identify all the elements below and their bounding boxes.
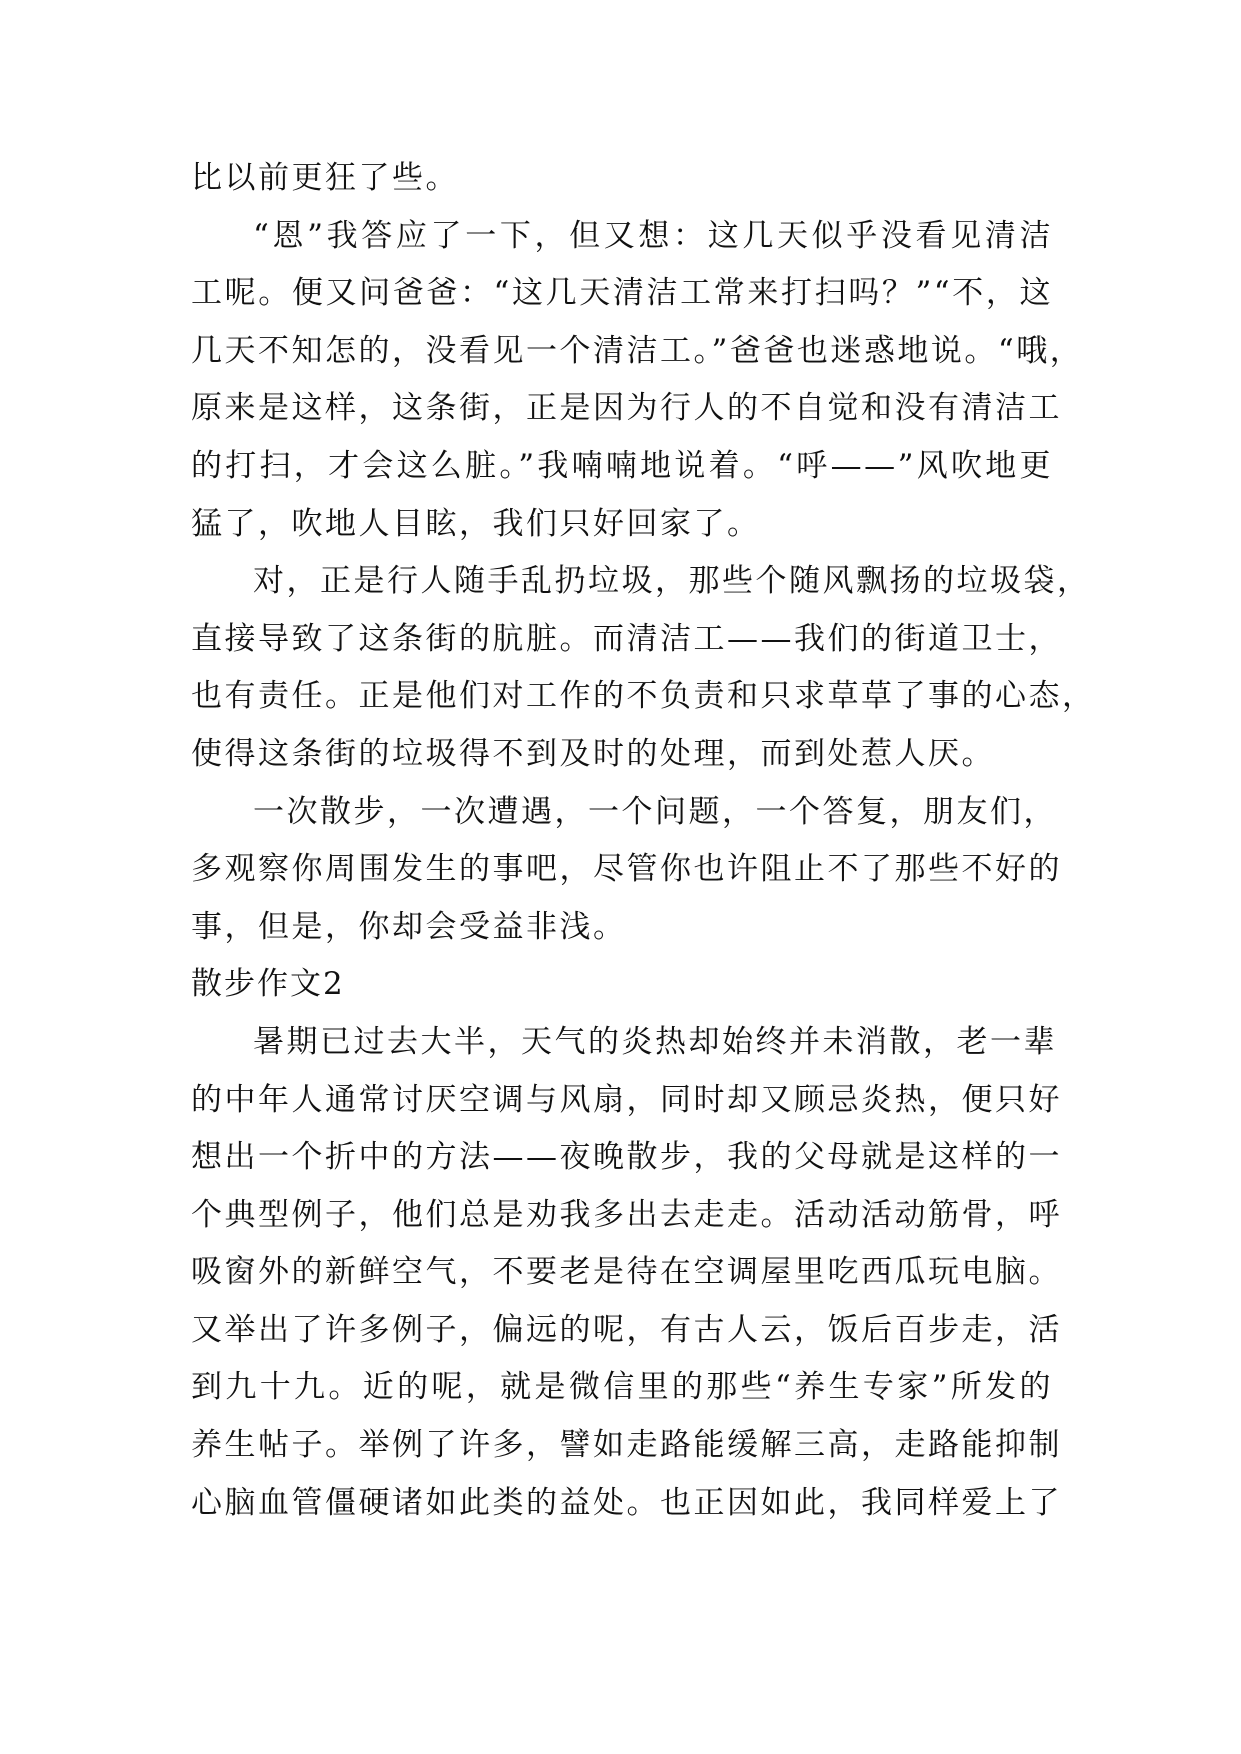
- paragraph-line: 的打扫，才会这么脏。”我喃喃地说着。“呼——”风吹地更: [191, 447, 1053, 484]
- paragraph-line: 原来是这样，这条街，正是因为行人的不自觉和没有清洁工: [191, 390, 1062, 427]
- paragraph-line: 个典型例子，他们总是劝我多出去走走。活动活动筋骨，呼: [191, 1196, 1062, 1233]
- section-heading: 散步作文2: [191, 966, 345, 1003]
- paragraph-line: 想出一个折中的方法——夜晚散步，我的父母就是这样的一: [191, 1139, 1062, 1176]
- paragraph-line: 到九十九。近的呢，就是微信里的那些“养生专家”所发的: [191, 1369, 1053, 1406]
- paragraph-line: 养生帖子。举例了许多，譬如走路能缓解三高，走路能抑制: [191, 1427, 1062, 1464]
- paragraph-line: 事，但是，你却会受益非浅。: [191, 908, 627, 945]
- paragraph-line: 多观察你周围发生的事吧，尽管你也许阻止不了那些不好的: [191, 851, 1062, 888]
- paragraph-line: 比以前更狂了些。: [191, 160, 459, 196]
- paragraph-line: 心脑血管僵硬诸如此类的益处。也正因如此，我同样爱上了: [191, 1484, 1062, 1521]
- document-body: [191, 150, 1096, 1532]
- paragraph-line: 直接导致了这条街的肮脏。而清洁工——我们的街道卫士，: [191, 620, 1062, 657]
- paragraph-line: “恩”我答应了一下，但又想：这几天似乎没看见清洁: [253, 217, 1053, 254]
- paragraph-line: 使得这条街的垃圾得不到及时的处理，而到处惹人厌。: [191, 735, 995, 772]
- paragraph-line: 一次散步，一次遭遇，一个问题，一个答复，朋友们，: [253, 793, 1057, 830]
- paragraph-line: 对，正是行人随手乱扔垃圾，那些个随风飘扬的垃圾袋，: [253, 563, 1091, 600]
- paragraph-line: 的中年人通常讨厌空调与风扇，同时却又顾忌炎热，便只好: [191, 1081, 1062, 1118]
- paragraph-line: 吸窗外的新鲜空气，不要老是待在空调屋里吃西瓜玩电脑。: [191, 1254, 1062, 1291]
- paragraph-line: 也有责任。正是他们对工作的不负责和只求草草了事的心态，: [191, 678, 1096, 715]
- paragraph-line: 工呢。便又问爸爸：“这几天清洁工常来打扫吗？”“不，这: [191, 275, 1053, 312]
- paragraph-line: 猛了，吹地人目眩，我们只好回家了。: [191, 505, 761, 542]
- paragraph-line: 又举出了许多例子，偏远的呢，有古人云，饭后百步走，活: [191, 1311, 1062, 1348]
- paragraph-line: 几天不知怎的，没看见一个清洁工。”爸爸也迷惑地说。“哦，: [191, 332, 1084, 369]
- paragraph-line: 暑期已过去大半，天气的炎热却始终并未消散，老一辈: [253, 1023, 1057, 1060]
